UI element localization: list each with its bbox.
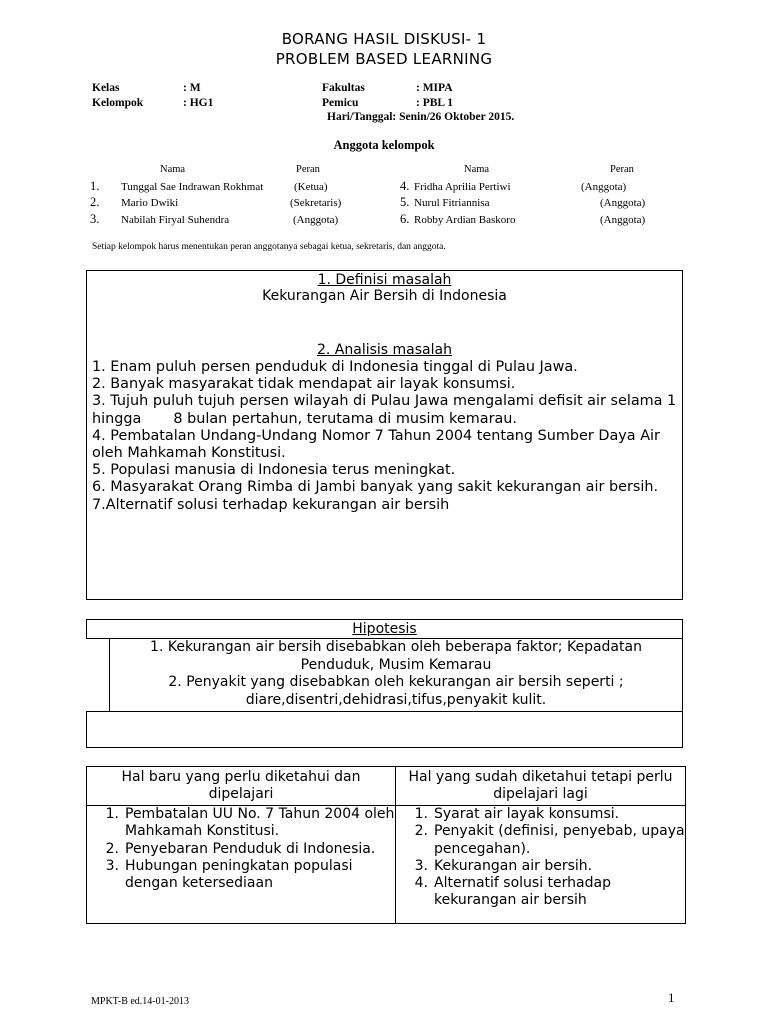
list-item <box>87 841 395 858</box>
member-name: Tunggal Sae Indrawan Rokhmat <box>121 181 264 193</box>
member-role: (Sekretaris) <box>290 197 342 209</box>
item-number: 2. <box>414 823 428 840</box>
form-subtitle: PROBLEM BASED LEARNING <box>275 50 493 68</box>
peran-header-left: Peran <box>296 164 320 175</box>
item-number: 2. <box>105 840 119 857</box>
member-number: 4. <box>400 179 410 193</box>
analisis-item: 7.Alternatif solusi terhadap kekurangan air bersih <box>92 496 450 513</box>
hipotesis-item: 2. Penyakit yang disebabkan oleh kekurangan air bersih seperti ; diare,disentri,dehidrasi,tifus,penyakit kulit. <box>168 674 624 708</box>
item-text: Hubungan peningkatan populasi dengan ketersediaan <box>125 857 353 892</box>
analisis-item: 4. Pembatalan Undang-Undang Nomor 7 Tahun 2004 tentang Sumber Daya Air oleh Mahkamah Konstitusi. <box>92 427 660 462</box>
hari-tanggal: Hari/Tanggal: Senin/26 Oktober 2015. <box>327 111 515 123</box>
role-note: Setiap kelompok harus menentukan peran anggotanya sebagai ketua, sekretaris, dan anggota. <box>92 242 446 252</box>
member-number: 6. <box>400 212 410 226</box>
hipotesis-heading: Hipotesis <box>352 621 417 637</box>
peran-header-right: Peran <box>610 164 634 175</box>
analisis-item: 6. Masyarakat Orang Rimba di Jambi banyak yang sakit kekurangan air bersih. <box>92 479 659 496</box>
analisis-item: 2. Banyak masyarakat tidak mendapat air layak konsumsi. <box>92 376 516 393</box>
item-number: 1. <box>105 806 119 822</box>
analisis-item: 5. Populasi manusia di Indonesia terus meningkat. <box>92 462 456 479</box>
member-number: 3. <box>90 212 100 226</box>
member-role: (Anggota) <box>581 181 627 193</box>
pemicu-value: : PBL 1 <box>416 97 454 109</box>
footer-code: MPKT-B ed.14-01-2013 <box>91 996 189 1007</box>
item-text: Penyakit (definisi, penyebab, upaya pencegahan). <box>434 823 685 857</box>
nama-header-right: Nama <box>464 164 490 175</box>
item-number: 3. <box>105 857 119 874</box>
analisis-heading: 2. Analisis masalah <box>317 342 452 358</box>
list-item <box>396 823 685 858</box>
fakultas-label: Fakultas <box>322 82 365 94</box>
item-number: 3. <box>414 857 428 874</box>
list-item <box>396 806 685 823</box>
hipotesis-body <box>109 638 683 712</box>
item-number: 1. <box>414 806 428 822</box>
analisis-item: 1. Enam puluh persen penduduk di Indonesia tinggal di Pulau Jawa. <box>92 359 578 375</box>
page-number: 1 <box>668 990 675 1005</box>
item-text: Kekurangan air bersih. <box>434 857 593 874</box>
member-number: 5. <box>400 195 410 209</box>
knowledge-table <box>86 766 686 924</box>
problem-box <box>86 270 683 600</box>
member-number: 1. <box>90 179 100 193</box>
item-text: Pembatalan UU No. 7 Tahun 2004 oleh Mahkamah Konstitusi. <box>125 806 395 840</box>
col1-header: Hal baru yang perlu diketahui dan dipelajari <box>87 767 396 806</box>
hipotesis-item: 1. Kekurangan air bersih disebabkan oleh beberapa faktor; Kepadatan Penduduk, Musim Kemarau <box>150 639 642 673</box>
list-item <box>396 875 685 910</box>
definisi-text: Kekurangan Air Bersih di Indonesia <box>262 288 507 304</box>
kelas-label: Kelas <box>92 82 120 94</box>
col2-header: Hal yang sudah diketahui tetapi perlu dipelajari lagi <box>396 767 686 806</box>
analisis-item: 3. Tujuh puluh tujuh persen wilayah di Pulau Jawa mengalami defisit air selama 1 hingga 8 bulan pertahun, terutama di musim kemarau. <box>92 393 681 427</box>
list-item <box>396 858 685 875</box>
col2-list <box>396 806 685 923</box>
kelompok-label: Kelompok <box>92 97 144 109</box>
item-text: Syarat air layak konsumsi. <box>434 806 620 822</box>
kelompok-value: : HG1 <box>183 97 214 109</box>
member-name: Mario Dwiki <box>121 197 179 209</box>
list-item <box>87 806 395 841</box>
member-role: (Anggota) <box>600 214 646 226</box>
nama-header-left: Nama <box>160 164 186 175</box>
col1-list <box>87 806 395 923</box>
member-role: (Anggota) <box>600 197 646 209</box>
hipotesis-header <box>86 619 683 639</box>
kelas-value: : M <box>183 82 201 94</box>
member-name: Nabilah Firyal Suhendra <box>121 214 230 226</box>
item-text: Alternatif solusi terhadap kekurangan air bersih <box>434 875 611 909</box>
member-name: Fridha Aprilia Pertiwi <box>414 181 511 193</box>
analisis-list <box>92 359 681 514</box>
item-number: 4. <box>414 875 428 892</box>
pemicu-label: Pemicu <box>322 97 359 109</box>
fakultas-value: : MIPA <box>416 82 453 94</box>
members-title: Anggota kelompok <box>333 138 435 152</box>
hipotesis-blank-row <box>86 711 683 748</box>
form-title: BORANG HASIL DISKUSI- 1 <box>281 30 487 48</box>
member-role: (Anggota) <box>293 214 339 226</box>
item-text: Penyebaran Penduduk di Indonesia. <box>125 840 376 857</box>
member-role: (Ketua) <box>294 181 328 193</box>
member-name: Nurul Fitriannisa <box>414 197 490 209</box>
definisi-heading: 1. Definisi masalah <box>317 272 452 288</box>
member-name: Robby Ardian Baskoro <box>414 214 516 226</box>
list-item <box>87 858 395 893</box>
member-number: 2. <box>90 195 100 209</box>
